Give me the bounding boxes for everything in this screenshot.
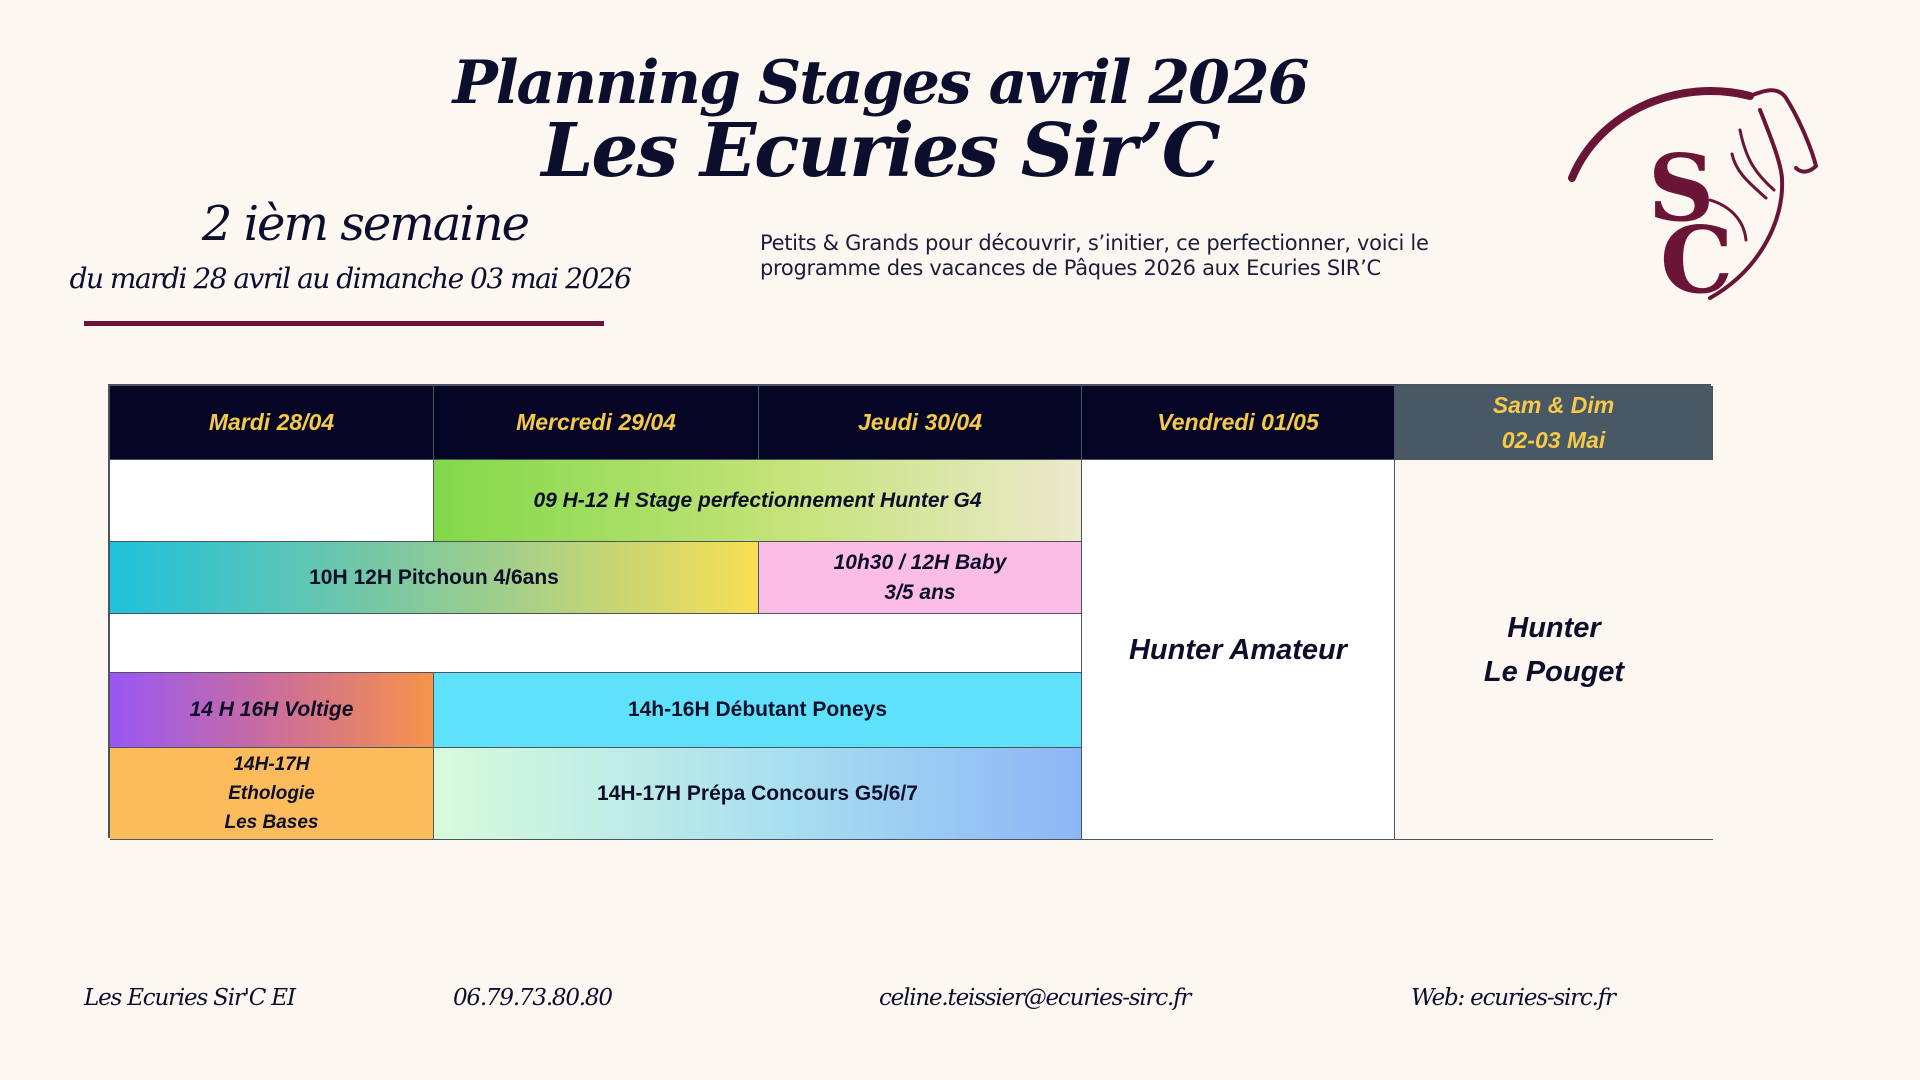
day-header-wednesday: Mercredi 29/04 — [434, 386, 759, 460]
activity-prepa-concours: 14H-17H Prépa Concours G5/6/7 — [434, 748, 1082, 840]
page-title: Planning Stages avril 2026 — [452, 48, 1308, 118]
activity-hunter-le-pouget — [1395, 460, 1713, 840]
footer-phone: 06.79.73.80.80 — [453, 985, 612, 1011]
intro-text — [760, 231, 1460, 281]
activity-ethologie — [110, 748, 434, 840]
footer-email: celine.teissier@ecuries-sirc.fr — [879, 985, 1191, 1011]
intro-line-2: programme des vacances de Pâques 2026 aux Ecuries SIR’C — [760, 256, 1381, 280]
footer-web: Web: ecuries-sirc.fr — [1411, 985, 1615, 1011]
baby-line-2: 3/5 ans — [884, 580, 956, 604]
horse-logo-icon — [1560, 70, 1820, 310]
weekend-line-1: Hunter — [1507, 611, 1601, 644]
activity-pitchoun: 10H 12H Pitchoun 4/6ans — [110, 542, 759, 614]
weekend-line-2: Le Pouget — [1483, 655, 1625, 688]
empty-slot — [110, 460, 434, 542]
day-header-thursday: Jeudi 30/04 — [759, 386, 1082, 460]
week-label: 2 ièm semaine — [201, 196, 529, 252]
logo-letter-s: S — [1648, 134, 1715, 242]
schedule-table — [108, 384, 1711, 838]
activity-hunter-amateur: Hunter Amateur — [1082, 460, 1395, 840]
activity-baby — [759, 542, 1082, 614]
intro-line-1: Petits & Grands pour découvrir, s’initier, ce perfectionner, voici le — [760, 231, 1429, 255]
activity-voltige: 14 H 16H Voltige — [110, 673, 434, 748]
weekend-header-line-2: 02-03 Mai — [1501, 426, 1606, 453]
baby-line-1: 10h30 / 12H Baby — [833, 550, 1007, 574]
ethologie-line-1: 14H-17H — [233, 754, 310, 775]
footer-company: Les Ecuries Sir'C EI — [84, 985, 295, 1011]
day-header-tuesday: Mardi 28/04 — [110, 386, 434, 460]
day-header-friday: Vendredi 01/05 — [1082, 386, 1395, 460]
ethologie-line-3: Les Bases — [224, 812, 319, 833]
divider-rule — [84, 321, 604, 326]
activity-hunter-g4: 09 H-12 H Stage perfectionnement Hunter G4 — [434, 460, 1082, 542]
ethologie-line-2: Ethologie — [228, 783, 315, 804]
lunch-break-slot — [110, 614, 1082, 673]
page-subtitle: Les Ecuries Sir’C — [541, 108, 1219, 194]
day-header-weekend — [1395, 386, 1713, 460]
weekend-header-line-1: Sam & Dim — [1492, 391, 1615, 418]
date-range: du mardi 28 avril au dimanche 03 mai 2026 — [69, 262, 631, 295]
activity-debutant-poneys: 14h-16H Débutant Poneys — [434, 673, 1082, 748]
logo-letter-c: C — [1660, 206, 1734, 310]
